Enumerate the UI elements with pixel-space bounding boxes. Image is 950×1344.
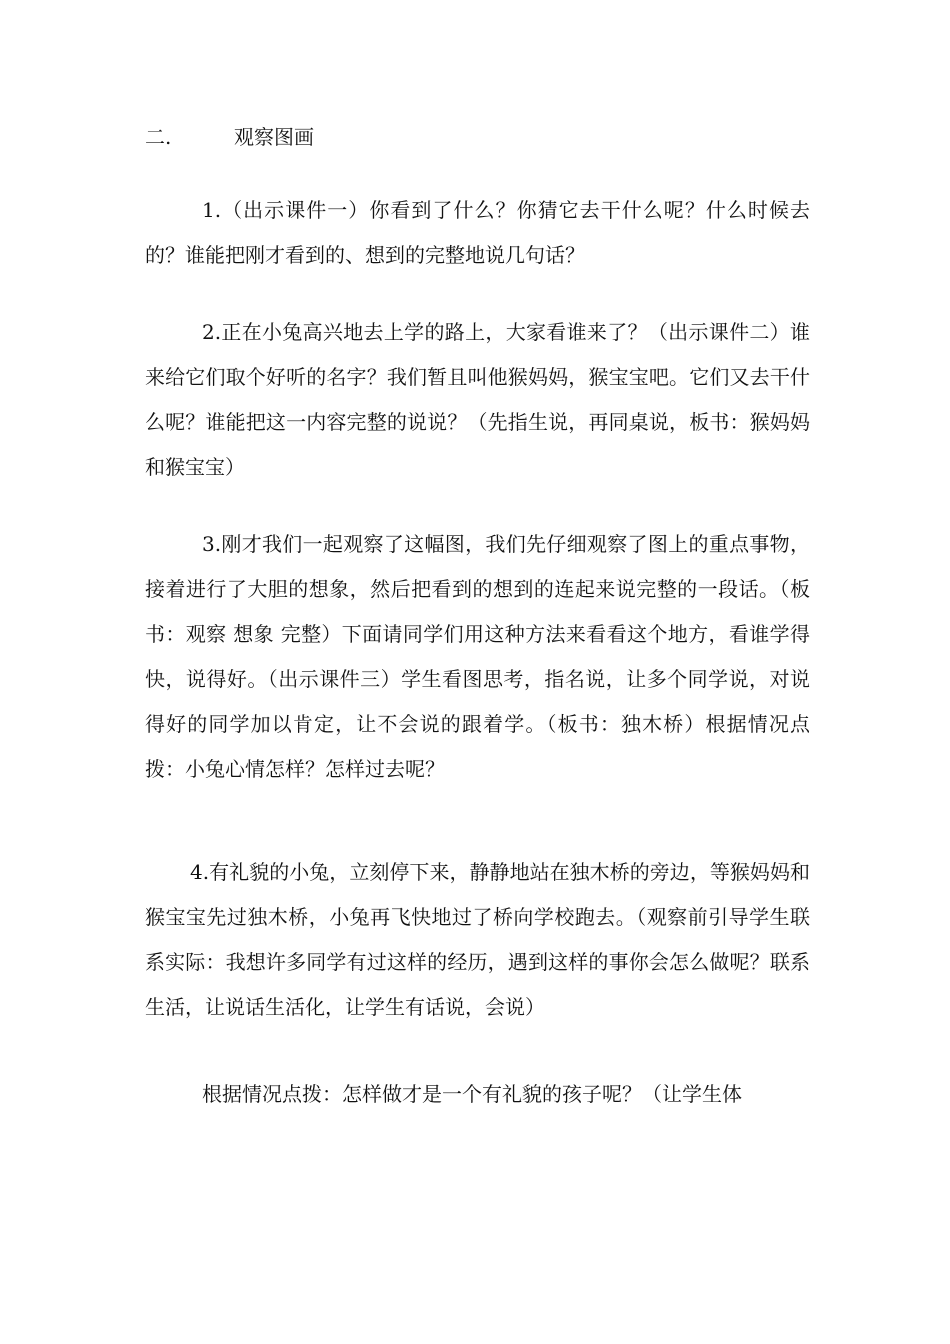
- paragraph-3: 3.刚才我们一起观察了这幅图，我们先仔细观察了图上的重点事物，接着进行了大胆的想象，然后把看到的想到的连起来说完整的一段话。（板书：观察 想象 完整）下面请同学们用这种方法来看看这个地方，看谁学得快，说得好。（出示课件三）学生看图思考，指名说，让多个同学说，对说得好的同学加以肯定，让不会说的跟着学。（板书：独木桥）根据情况点拨：小兔心情怎样？怎样过去呢？: [145, 532, 810, 781]
- section-title: 观察图画: [234, 125, 314, 149]
- paragraph-1: 1.（出示课件一）你看到了什么？你猜它去干什么呢？什么时候去的？谁能把刚才看到的、想到的完整地说几句话？: [145, 198, 810, 267]
- paragraph-4: 4.有礼貌的小兔，立刻停下来，静静地站在独木桥的旁边，等猴妈妈和猴宝宝先过独木桥，小兔再飞快地过了桥向学校跑去。（观察前引导学生联系实际：我想许多同学有过这样的经历，遇到这样的事你会怎么做呢？联系生活，让说话生活化，让学生有话说，会说）: [145, 860, 810, 1019]
- section-number: 二.: [145, 125, 172, 149]
- paragraph-5: 根据情况点拨：怎样做才是一个有礼貌的孩子呢？（让学生体: [202, 1082, 742, 1106]
- paragraph-2: 2.正在小兔高兴地去上学的路上，大家看谁来了？（出示课件二）谁来给它们取个好听的名字？我们暂且叫他猴妈妈，猴宝宝吧。它们又去干什么呢？谁能把这一内容完整的说说？（先指生说，再同桌说，板书：猴妈妈和猴宝宝）: [145, 320, 810, 479]
- section-heading: [145, 120, 314, 154]
